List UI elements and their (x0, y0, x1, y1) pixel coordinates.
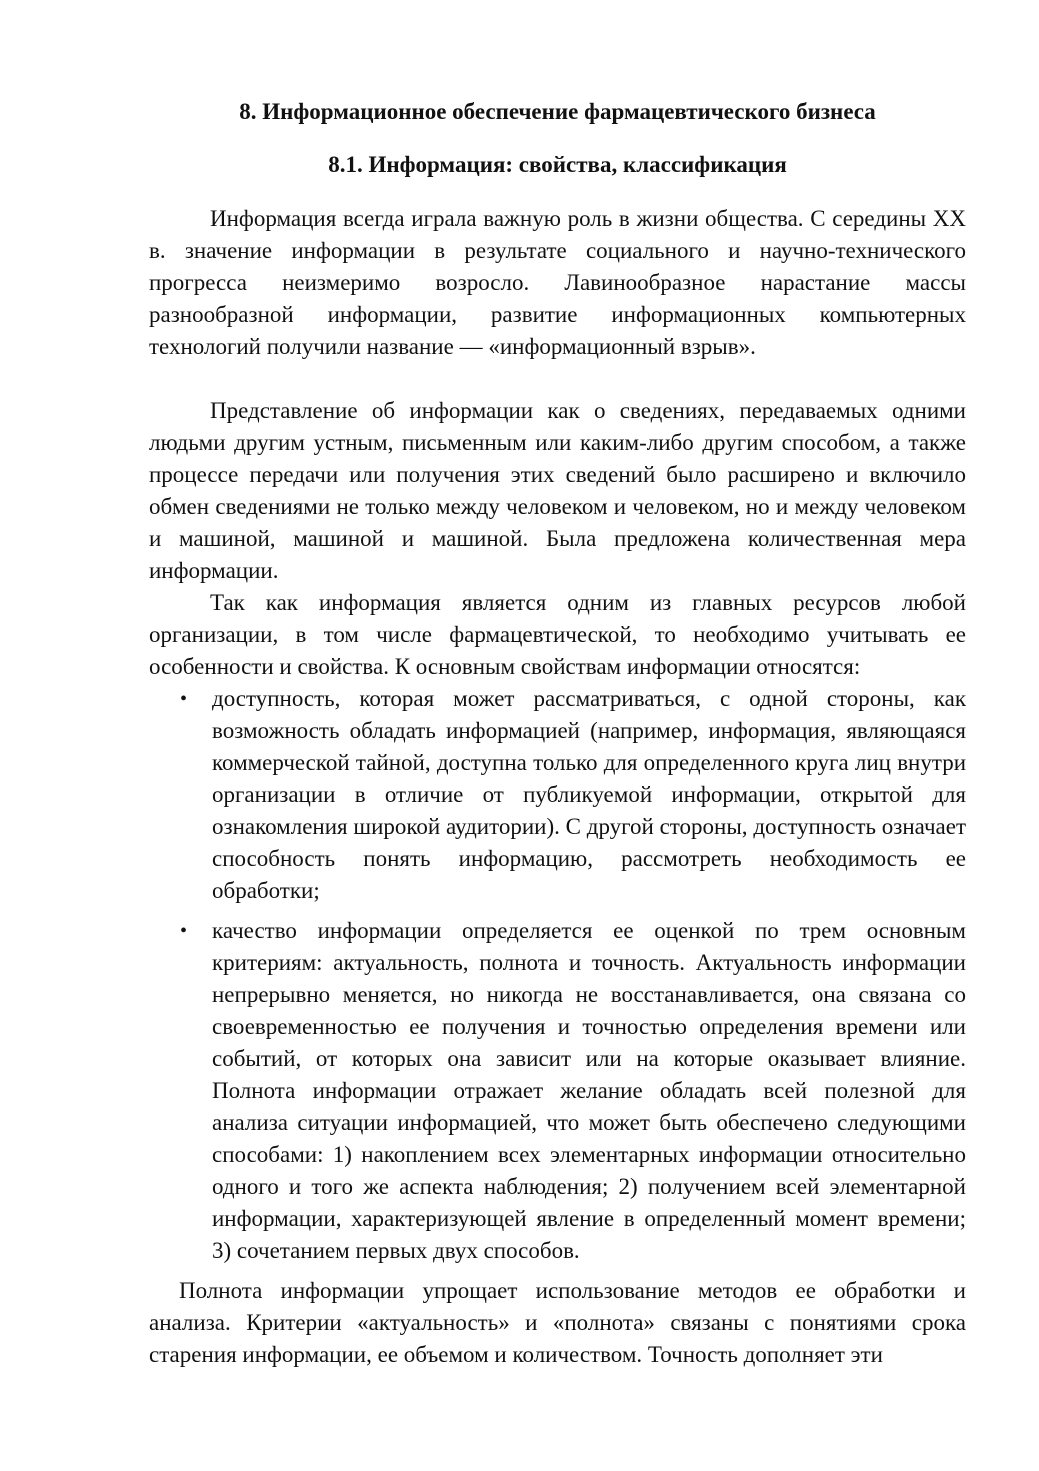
paragraph-intro: Информация всегда играла важную роль в жизни общества. С середины XX в. значение информации в результате социального и научно-технического прогресса неизмеримо возросло. Лавинообразное нарастание массы разнообразной информации, развитие информационных компьютерных технологий получили название — «информационный взрыв». (149, 206, 966, 359)
list-item-text: доступность, которая может рассматриваться, с одной стороны, как возможность обладать информацией (например, информация, являющаяся коммерческой тайной, доступна только для определенного круга лиц внутри организации в отличие от публикуемой информации, открытой для ознакомления широкой аудитории). С другой стороны, доступность означает способность понять информацию, рассмотреть необходимость ее обработки; (212, 686, 966, 903)
chapter-title: 8. Информационное обеспечение фармацевтического бизнеса (239, 99, 876, 124)
bullet-icon: • (180, 920, 188, 942)
section-title: 8.1. Информация: свойства, классификация (328, 152, 787, 177)
list-item-text: качество информации определяется ее оценкой по трем основным критериям: актуальность, полнота и точность. Актуальность информации непрерывно меняется, но никогда не восстанавливается, она связана со своевременностью ее получения и точностью определения времени или событий, от которых она зависит или на которые оказывает влияние. Полнота информации отражает желание обладать всей полезной для анализа ситуации информацией, что может быть обеспечено следующими способами: 1) накоплением всех элементарных информации относительно одного и того же аспекта наблюдения; 2) получением всей элементарной информации, характеризующей явление в определенный момент времени; 3) сочетанием первых двух способов. (212, 918, 966, 1263)
document-page (149, 96, 966, 1371)
paragraph-completeness: Полнота информации упрощает использование методов ее обработки и анализа. Критерии «актуальность» и «полнота» связаны с понятиями срока старения информации, ее объемом и количеством. Точность дополняет эти (149, 1278, 966, 1367)
list-item (149, 915, 966, 1267)
bullet-icon: • (180, 688, 188, 710)
paragraph-properties-intro: Так как информация является одним из главных ресурсов любой организации, в том числе фармацевтической, то необходимо учитывать ее особенности и свойства. К основным свойствам информации относятся: (149, 590, 966, 679)
paragraph-representation: Представление об информации как о сведениях, передаваемых одними людьми другим устным, письменным или каким-либо другим способом, а также процессе передачи или получения этих сведений было расширено и включило обмен сведениями не только между человеком и человеком, но и между человеком и машиной, машиной и машиной. Была предложена количественная мера информации. (149, 398, 966, 583)
list-item (149, 683, 966, 907)
properties-list (149, 683, 966, 1267)
